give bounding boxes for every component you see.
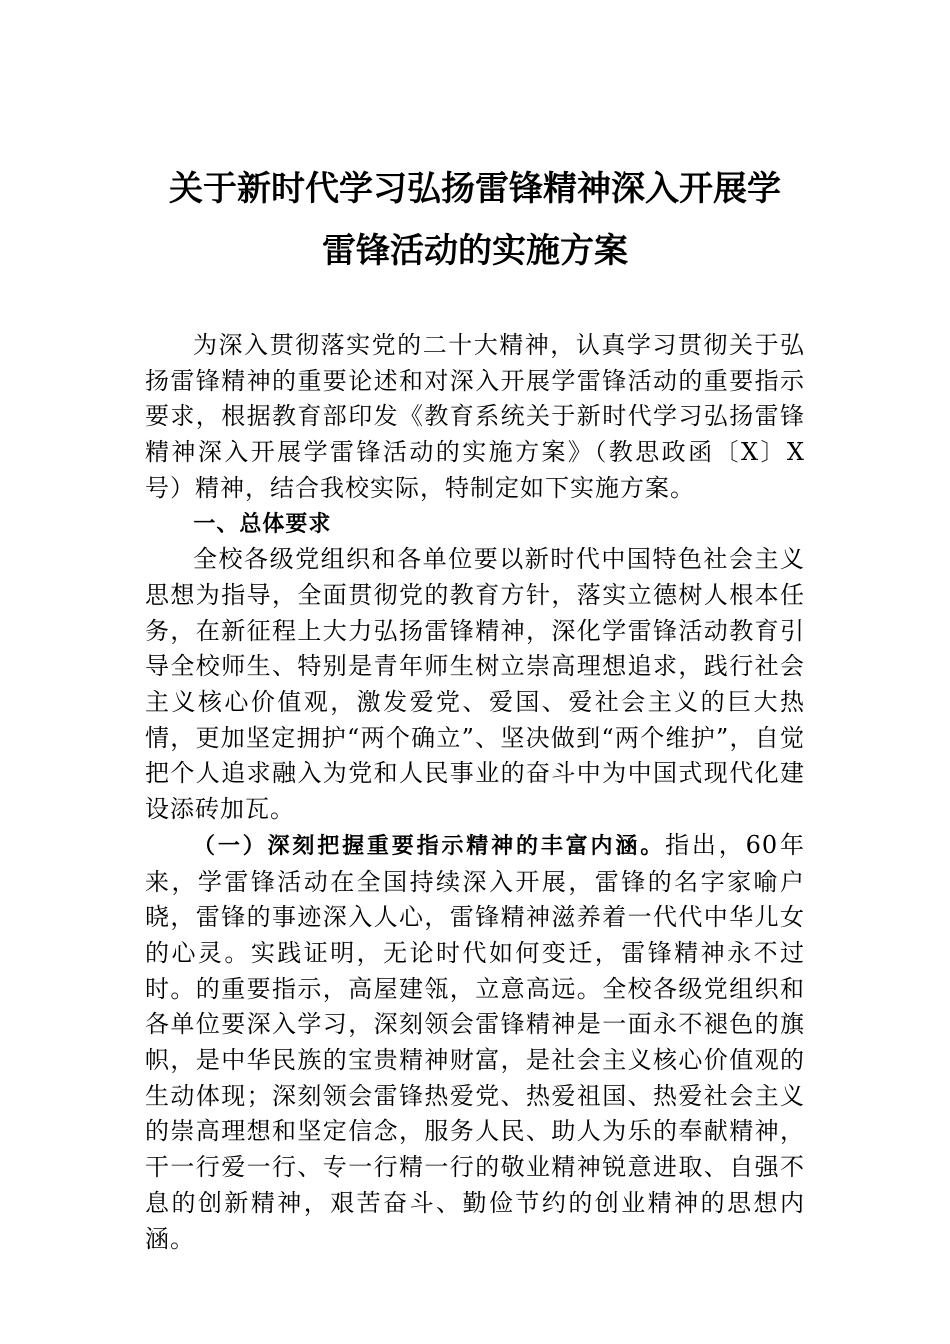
subsection-1-text: 指出，60年来，学雷锋活动在全国持续深入开展，雷锋的名字家喻户晓，雷锋的事迹深入人心，雷锋精神滋养着一代代中华儿女的心灵。实践证明，无论时代如何变迁，雷锋精神永不过时。的重要指示，高屋建瓴，立意高远。全校各级党组织和各单位要深入学习，深刻领会雷锋精神是一面永不褪色的旗帜，是中华民族的宝贵精神财富，是社会主义核心价值观的生动体现；深刻领会雷锋热爱党、热爱祖国、热爱社会主义的崇高理想和坚定信念，服务人民、助人为乐的奉献精神，干一行爱一行、专一行精一行的敬业精神锐意进取、自强不息的创新精神，艰苦奋斗、勤俭节约的创业精神的思想内涵。 bbox=[145, 830, 805, 1253]
section-heading-1: 一、总体要求 bbox=[193, 511, 332, 537]
intro-paragraph: 为深入贯彻落实党的二十大精神，认真学习贯彻关于弘扬雷锋精神的重要论述和对深入开展学雷锋活动的重要指示要求，根据教育部印发《教育系统关于新时代学习弘扬雷锋精神深入开展学雷锋活动的实施方案》（教思政函〔X〕X号）精神，结合我校实际，特制定如下实施方案。 bbox=[145, 331, 805, 502]
subsection-1-paragraph bbox=[145, 828, 805, 1257]
document-title bbox=[140, 158, 810, 282]
document-title-line-1: 关于新时代学习弘扬雷锋精神深入开展学 bbox=[169, 169, 781, 209]
document-title-line-2: 雷锋活动的实施方案 bbox=[322, 231, 628, 271]
section-1-paragraph: 全校各级党组织和各单位要以新时代中国特色社会主义思想为指导，全面贯彻党的教育方针，落实立德树人根本任务，在新征程上大力弘扬雷锋精神，深化学雷锋活动教育引导全校师生、特别是青年师生树立崇高理想追求，践行社会主义核心价值观，激发爱党、爱国、爱社会主义的巨大热情，更加坚定拥护“两个确立”、坚决做到“两个维护”，自觉把个人追求融入为党和人民事业的奋斗中为中国式现代化建设添砖加瓦。 bbox=[145, 545, 805, 824]
subsection-heading-1: （一）深刻把握重要指示精神的丰富内涵。 bbox=[193, 833, 666, 859]
document-body bbox=[145, 328, 805, 1257]
